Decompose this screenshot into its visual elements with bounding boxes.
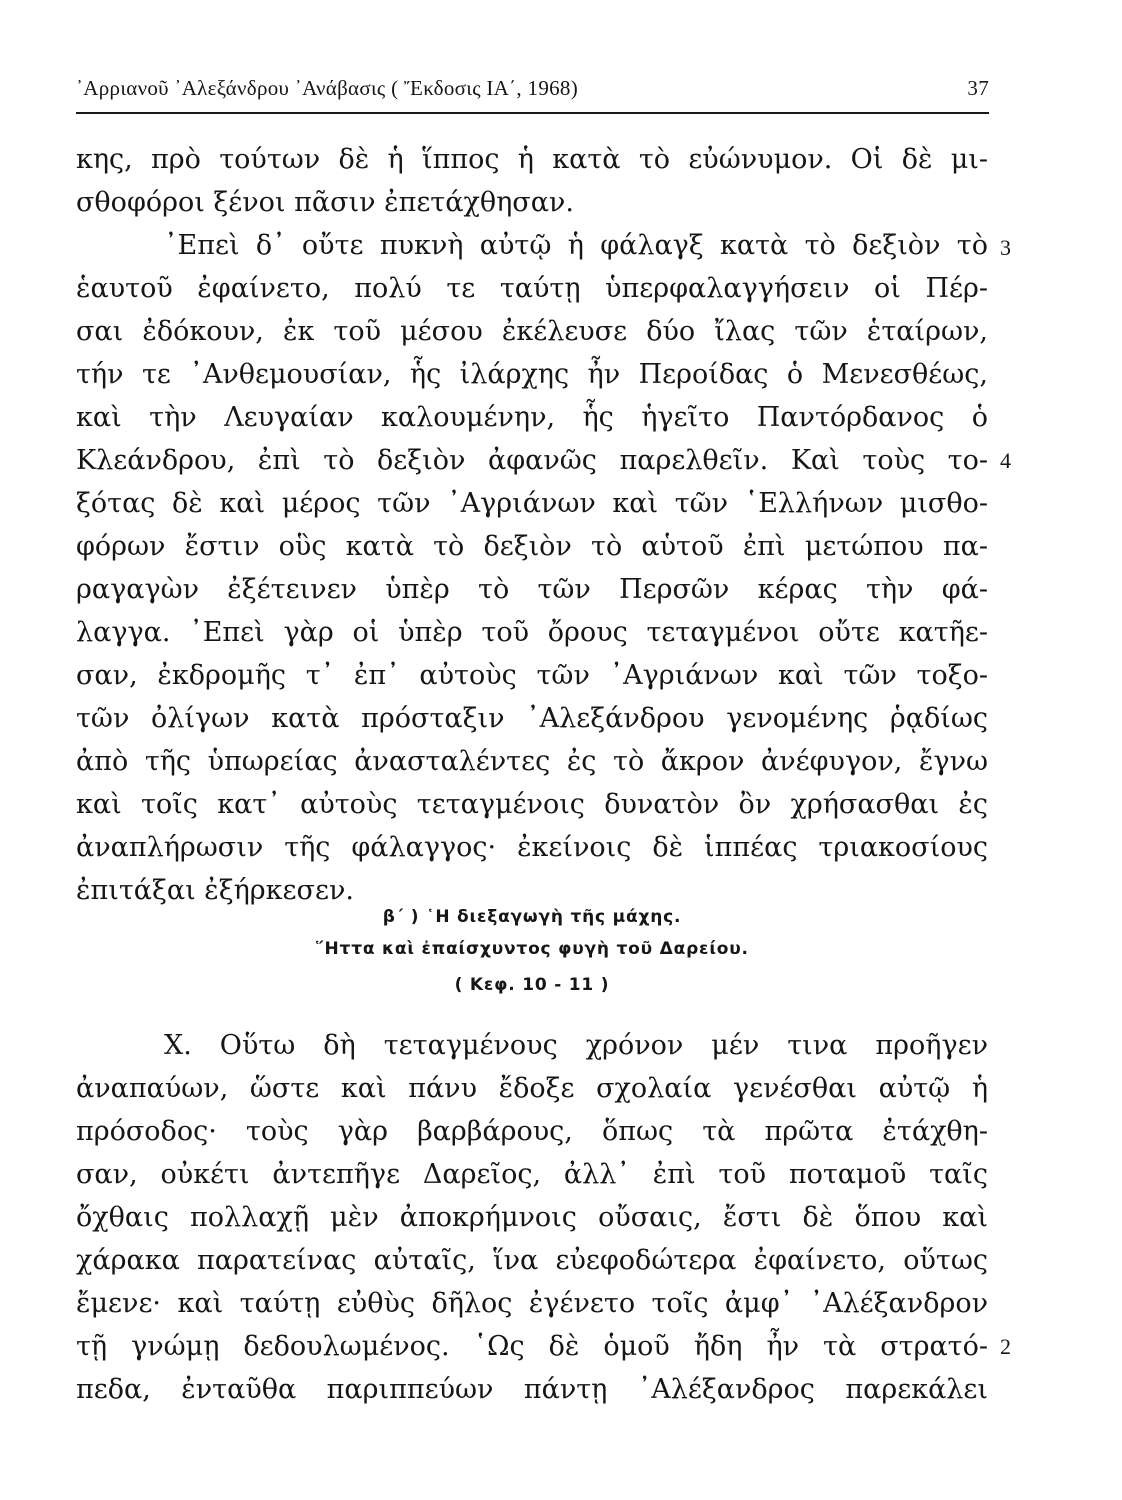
- text-line: πεδα, ἐνταῦθα παριππεύων πάντῃ ᾿Αλέξανδρος παρεκάλει: [76, 1374, 988, 1405]
- margin-section-number: 4: [1000, 448, 1011, 473]
- text-line: ἔμενε· καὶ ταύτῃ εὐθὺς δῆλος ἐγένετο τοῖς ἀμφ᾿ ᾿Αλέξανδρον: [76, 1288, 988, 1319]
- text-line: ἀπὸ τῆς ὑπωρείας ἀνασταλέντες ἐς τὸ ἄκρον ἀνέφυγον, ἔγνω: [76, 746, 988, 777]
- text-line: ἀναπλήρωσιν τῆς φάλαγγος· ἐκείνοις δὲ ἱππέας τριακοσίους: [76, 832, 988, 863]
- section-subheading: ῞Ηττα καὶ ἐπαίσχυντος φυγὴ τοῦ Δαρείου.: [315, 939, 749, 959]
- running-head: [76, 76, 989, 108]
- text-line: ραγαγὼν ἐξέτεινεν ὑπὲρ τὸ τῶν Περσῶν κέρας τὴν φά-: [76, 574, 988, 605]
- margin-section-number: 2: [1000, 1334, 1011, 1359]
- section-heading: β΄ ) ῾Η διεξαγωγὴ τῆς μάχης.: [382, 907, 682, 927]
- text-line: καὶ τοῖς κατ᾿ αὐτοὺς τεταγμένοις δυνατὸν ὂν χρήσασθαι ἐς: [76, 789, 988, 820]
- text-line: ᾿Επεὶ δ᾿ οὔτε πυκνὴ αὐτῷ ἡ φάλαγξ κατὰ τὸ δεξιὸν τὸ: [164, 230, 988, 261]
- text-line: ἐπιτάξαι ἐξήρκεσεν.: [76, 875, 354, 906]
- chapter-reference: ( Κεφ. 10 - 11 ): [454, 975, 610, 995]
- text-line: Κλεάνδρου, ἐπὶ τὸ δεξιὸν ἀφανῶς παρελθεῖν. Καὶ τοὺς το-: [76, 445, 988, 476]
- text-line: τήν τε ᾿Ανθεμουσίαν, ἧς ἰλάρχης ἦν Περοίδας ὁ Μενεσθέως,: [76, 359, 988, 390]
- page-number: 37: [967, 76, 989, 100]
- text-line: κης, πρὸ τούτων δὲ ἡ ἵππος ἡ κατὰ τὸ εὐώνυμον. Οἱ δὲ μι-: [76, 144, 988, 175]
- text-line: καὶ τὴν Λευγαίαν καλουμένην, ἧς ἡγεῖτο Παντόρδανος ὁ: [76, 402, 988, 433]
- text-line: σαι ἐδόκουν, ἐκ τοῦ μέσου ἐκέλευσε δύο ἴλας τῶν ἑταίρων,: [76, 316, 988, 347]
- text-line: λαγγα. ᾿Επεὶ γὰρ οἱ ὑπὲρ τοῦ ὄρους τεταγμένοι οὔτε κατῆε-: [76, 617, 988, 648]
- text-line: τῶν ὀλίγων κατὰ πρόσταξιν ᾿Αλεξάνδρου γενομένης ῥᾳδίως: [76, 703, 988, 734]
- text-line: σαν, ἐκδρομῆς τ᾿ ἐπ᾿ αὐτοὺς τῶν ᾿Αγριάνων καὶ τῶν τοξο-: [76, 660, 988, 691]
- text-line: ὄχθαις πολλαχῇ μὲν ἀποκρήμνοις οὔσαις, ἔστι δὲ ὅπου καὶ: [76, 1202, 988, 1233]
- text-line: χάρακα παρατείνας αὐταῖς, ἵνα εὐεφοδώτερα ἐφαίνετο, οὕτως: [76, 1245, 988, 1276]
- text-line: ἀναπαύων, ὥστε καὶ πάνυ ἔδοξε σχολαία γενέσθαι αὐτῷ ἡ: [76, 1073, 988, 1104]
- text-line: τῇ γνώμῃ δεδουλωμένος. ῾Ως δὲ ὁμοῦ ἤδη ἦν τὰ στρατό-: [76, 1331, 988, 1362]
- margin-section-number: 3: [1000, 235, 1011, 260]
- text-line: ἑαυτοῦ ἐφαίνετο, πολύ τε ταύτῃ ὑπερφαλαγγήσειν οἱ Πέρ-: [76, 273, 988, 304]
- text-line: φόρων ἔστιν οὓς κατὰ τὸ δεξιὸν τὸ αὑτοῦ ἐπὶ μετώπου πα-: [76, 531, 988, 562]
- text-line: πρόσοδος· τοὺς γὰρ βαρβάρους, ὅπως τὰ πρῶτα ἐτάχθη-: [76, 1116, 988, 1147]
- text-line: X. Οὕτω δὴ τεταγμένους χρόνον μέν τινα προῆγεν: [164, 1030, 988, 1061]
- text-line: ξότας δὲ καὶ μέρος τῶν ᾿Αγριάνων καὶ τῶν ῾Ελλήνων μισθο-: [76, 488, 988, 519]
- text-line: σαν, οὐκέτι ἀντεπῆγε Δαρεῖος, ἀλλ᾿ ἐπὶ τοῦ ποταμοῦ ταῖς: [76, 1159, 988, 1190]
- text-line: σθοφόροι ξένοι πᾶσιν ἐπετάχθησαν.: [76, 187, 574, 218]
- running-head-title: ᾿Αρριανοῦ ᾿Αλεξάνδρου ᾿Ανάβασις ( Ἔκδοσις ΙΑ΄, 1968): [76, 76, 579, 100]
- header-rule: [76, 112, 989, 114]
